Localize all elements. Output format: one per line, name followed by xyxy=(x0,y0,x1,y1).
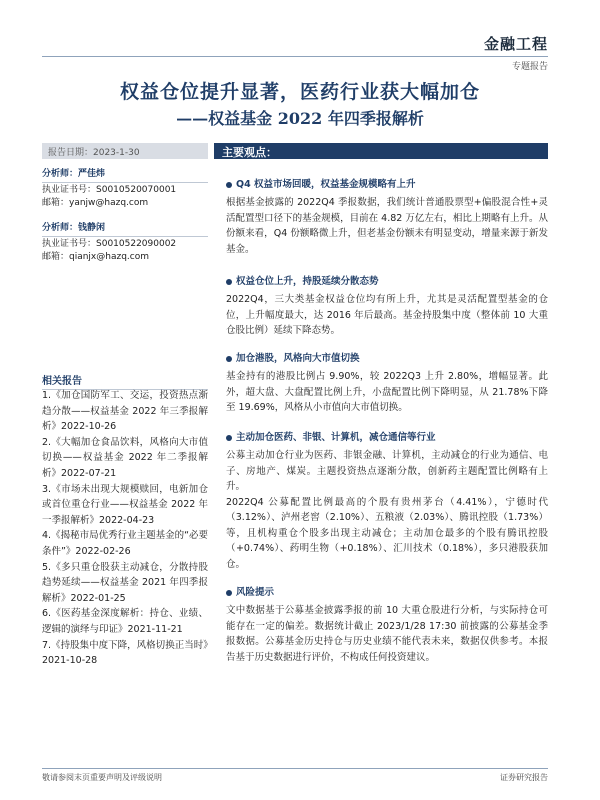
divider xyxy=(42,182,208,183)
report-subtitle: ——权益基金 2022 年四季报解析 xyxy=(176,109,424,128)
report-date: 报告日期：2023-1-30 xyxy=(42,143,208,159)
report-title: 权益仓位提升显著，医药行业获大幅加仓 xyxy=(119,81,480,103)
section-heading-text: Q4 权益市场回暖，权益基金规模略有上升 xyxy=(236,179,416,190)
section-heading-text: 主动加仓医药、非银、计算机，减仓通信等行业 xyxy=(236,432,436,443)
analyst-block xyxy=(42,168,208,210)
bullet-icon xyxy=(226,435,232,441)
section-body: 文中数据基于公募基金披露季报的前 10 大重仓股进行分析，与实际持仓可能存在一定的偏差。数据统计截止 2023/1/28 17:30 前披露的公募基金季报数据。公募基金历史持仓与历史业绩不能代表未来，数据仅供参考。本报告基于历史数据进行评价，不构成任何投资建议。 xyxy=(226,605,548,663)
section-body: 公募主动加仓行业为医药、非银金融、计算机，主动减仓的行业为通信、电子、房地产、煤炭。主题投资热点逐渐分散，创新药主题配置比例略有上升。 xyxy=(226,450,548,492)
footer-label: 证券研究报告 xyxy=(500,773,548,782)
related-report-item[interactable]: 2.《大幅加仓食品饮料，风格向大市值切换——权益基金 2022 年二季报解析》2022-07-21 xyxy=(42,436,208,479)
analyst-name: 分析师：严佳炜 xyxy=(42,169,106,179)
divider xyxy=(42,236,208,237)
related-report-item[interactable]: 3.《市场未出现大规模赎回，电新加仓或首位重仓行业——权益基金 2022 年一季报解析》2022-04-23 xyxy=(42,483,208,526)
analyst-name: 分析师：钱静闲 xyxy=(42,223,106,233)
analyst-license: 执业证书号：S0010520070001 xyxy=(42,185,177,195)
point-section xyxy=(226,431,548,572)
analyst-email[interactable]: 邮箱：qianjx@hazq.com xyxy=(42,252,149,262)
analyst-block xyxy=(42,222,208,264)
header-subtitle: 专题报告 xyxy=(511,62,548,72)
analyst-email[interactable]: 邮箱：yanjw@hazq.com xyxy=(42,198,149,208)
section-body: 2022Q4，三大类基金权益仓位均有所上升，尤其是灵活配置型基金的仓位，上升幅度最大，达 2016 年后最高。基金持股集中度（整体前 10 大重仓股比例）延续下降态势。 xyxy=(226,294,548,336)
section-heading xyxy=(226,352,548,365)
analyst-license: 执业证书号：S0010522090002 xyxy=(42,239,177,249)
related-report-item[interactable]: 1.《加仓国防军工、交运，投资热点渐趋分散——权益基金 2022 年三季报解析》2022-10-26 xyxy=(42,390,208,433)
main-points-heading: 主要观点： xyxy=(214,143,548,159)
footer-disclaimer: 敬请参阅末页重要声明及评级说明 xyxy=(42,773,162,782)
section-heading xyxy=(226,586,548,599)
footer-divider xyxy=(42,768,548,769)
header-brand: 金融工程 xyxy=(483,35,548,53)
section-heading xyxy=(226,178,548,191)
section-heading-text: 加仓港股，风格向大市值切换 xyxy=(236,353,360,364)
section-body: 根据基金披露的 2022Q4 季报数据，我们统计普通股票型+偏股混合性+灵活配置型口径下的基金规模，目前在 4.82 万亿左右，相比上期略有上升。从份额来看，Q4 份额略微上升，但老基金份额未有明显变动，增量来源于新发基金。 xyxy=(226,197,548,255)
section-body: 基金持有的港股比例占 9.90%，较 2022Q3 上升 2.80%，增幅显著。此外，超大盘、大盘配置比例上升，小盘配置比例下降明显，从 21.78%下降至 19.69%，风格从小市值向大市值切换。 xyxy=(226,371,548,413)
section-heading-text: 权益仓位上升，持股延续分散态势 xyxy=(236,276,379,287)
bullet-icon xyxy=(226,590,232,596)
bullet-icon xyxy=(226,182,232,188)
related-reports-list xyxy=(42,388,208,669)
related-report-item[interactable]: 7.《持股集中度下降，风格切换正当时》2021-10-28 xyxy=(42,639,208,667)
related-reports-heading: 相关报告 xyxy=(42,372,208,390)
bullet-icon xyxy=(226,279,232,285)
point-section xyxy=(226,352,548,416)
section-heading xyxy=(226,431,548,444)
related-report-item[interactable]: 4.《揭秘市局优秀行业主题基金的“必要条件”》2022-02-26 xyxy=(42,530,208,557)
bullet-icon xyxy=(226,356,232,362)
point-section xyxy=(226,178,548,257)
section-heading-text: 风险提示 xyxy=(236,587,275,598)
header-divider xyxy=(42,56,548,57)
point-section xyxy=(226,586,548,665)
section-body-continued: 2022Q4 公募配置比例最高的个股有贵州茅台（4.41%），宁德时代（3.12%）、泸州老窖（2.10%）、五粮液（2.03%）、腾讯控股（1.73%）等，且机构重仓个股多出现主动减仓；主动加仓最多的个股有腾讯控股（+0.74%）、药明生物（+0.18%）、汇川技术（0.18%），多只港股获加仓。 xyxy=(226,496,548,570)
related-report-item[interactable]: 6.《医药基金深度解析：持仓、业绩、逻辑的演绎与印证》2021-11-21 xyxy=(42,608,208,635)
section-heading xyxy=(226,275,548,288)
point-section xyxy=(226,275,548,339)
related-report-item[interactable]: 5.《多只重仓股获主动减仓，分散持股趋势延续——权益基金 2021 年四季报解析》2022-01-25 xyxy=(42,561,208,604)
